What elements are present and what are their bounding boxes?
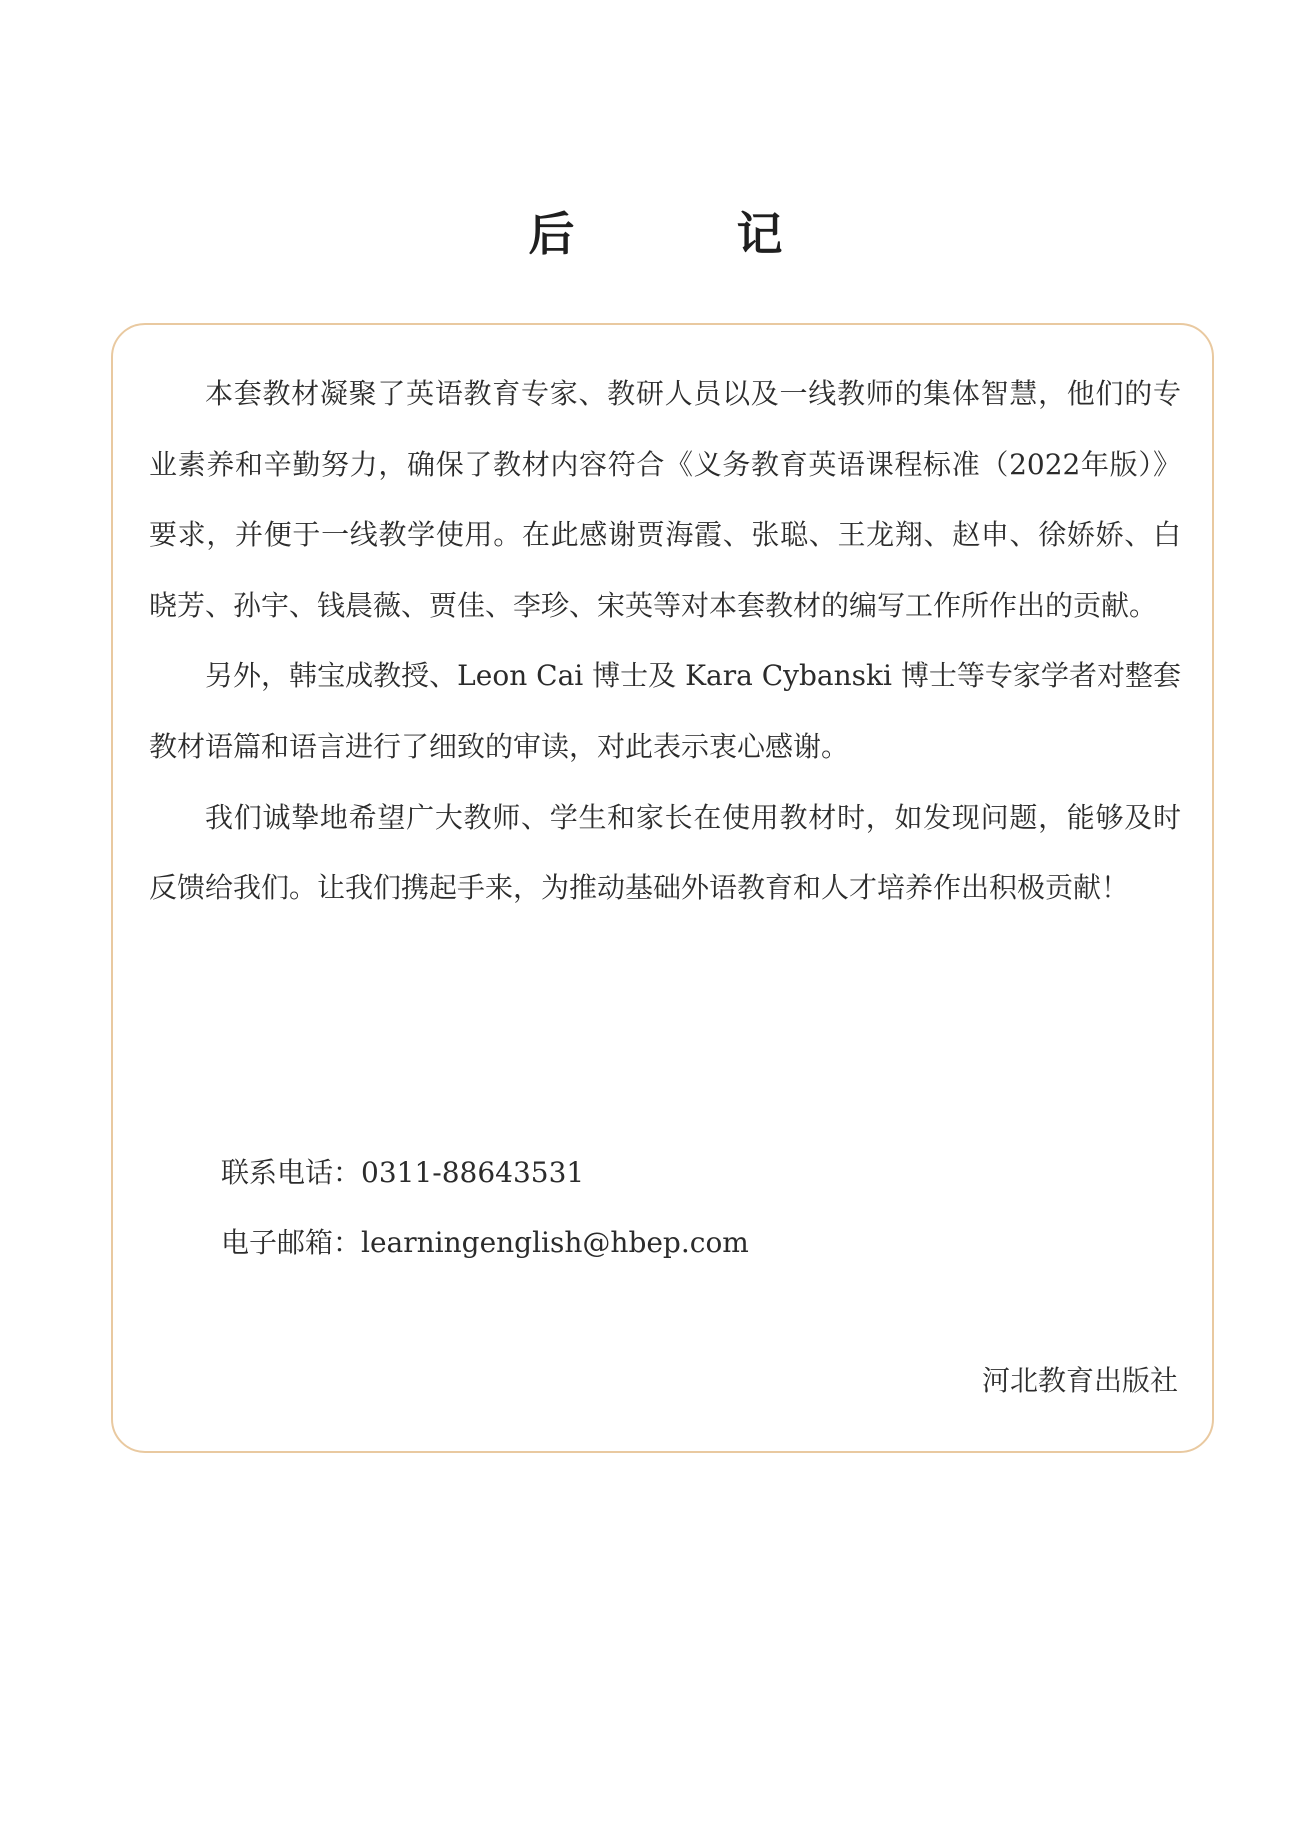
publisher-name: 河北教育出版社 xyxy=(981,1364,1178,1397)
paragraph-acknowledgement-authors: 本套教材凝聚了英语教育专家、教研人员以及一线教师的集体智慧，他们的专业素养和辛勤努力，确保了教材内容符合《义务教育英语课程标准（2022年版）》要求，并便于一线教学使用。在此感谢贾海霞、张聪、王龙翔、赵申、徐娇娇、白晓芳、孙宇、钱晨薇、贾佳、李珍、宋英等对本套教材的编写工作所作出的贡献。 xyxy=(149,377,1181,622)
afterword-body xyxy=(149,359,1181,924)
paragraph-acknowledgement-reviewers: 另外，韩宝成教授、Leon Cai 博士及 Kara Cybanski 博士等专家学者对整套教材语篇和语言进行了细致的审读，对此表示衷心感谢。 xyxy=(149,659,1181,763)
contact-email xyxy=(221,1223,749,1263)
contact-email-label: 电子邮箱： xyxy=(221,1226,362,1259)
contact-phone-label: 联系电话： xyxy=(221,1156,362,1189)
contact-phone-value: 0311-88643531 xyxy=(361,1156,585,1189)
paragraph-feedback-request: 我们诚挚地希望广大教师、学生和家长在使用教材时，如发现问题，能够及时反馈给我们。让我们携起手来，为推动基础外语教育和人才培养作出积极贡献！ xyxy=(149,800,1181,905)
contact-email-value: learningenglish@hbep.com xyxy=(361,1226,749,1259)
page-title: 后 记 xyxy=(528,207,841,261)
contact-phone xyxy=(221,1153,584,1193)
content-frame xyxy=(111,323,1214,1453)
